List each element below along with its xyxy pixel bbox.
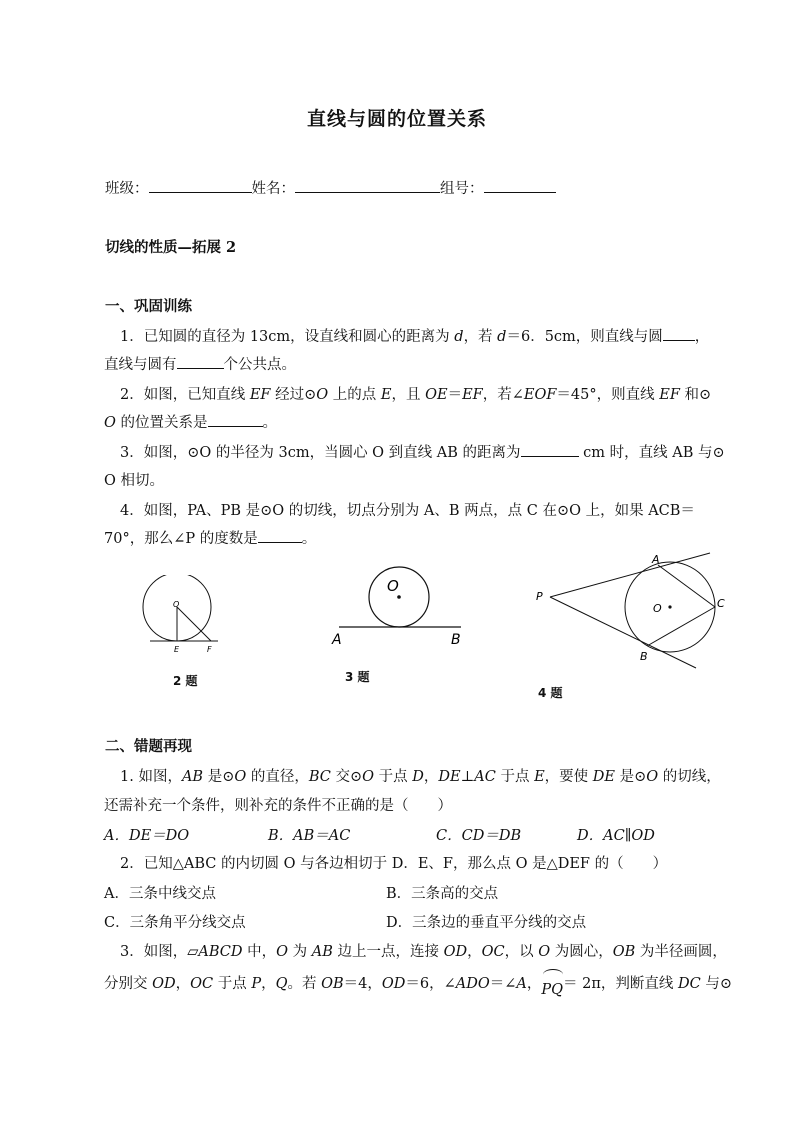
s1-q2-text: ＝45°，则直线 — [556, 387, 660, 403]
s2-q3-text: 为圆心， — [550, 944, 613, 960]
group-label: 组号： — [440, 181, 484, 197]
answer-blank[interactable] — [521, 442, 579, 457]
s1-q3-line2: O 相切。 — [104, 473, 164, 489]
s2-q2-option-c[interactable]: C．三条角平分线交点 — [104, 915, 246, 931]
var-oc: OC — [481, 944, 505, 960]
var-od: OD — [152, 976, 176, 992]
s1-q2-text: ，且 — [391, 387, 426, 403]
var-d: D — [412, 769, 424, 785]
var-ac: AC — [474, 769, 496, 785]
s2-q3-text: 与⊙ — [700, 976, 733, 992]
s1-q2-text: 2．如图，已知直线 — [120, 387, 250, 403]
s2-q1-text: 的直径， — [246, 769, 309, 785]
var-o: O — [316, 387, 329, 403]
figure-2 — [140, 575, 230, 685]
s2-q1-text: 于点 — [374, 769, 413, 785]
figure-3-caption: 3 题 — [345, 670, 370, 684]
class-field[interactable] — [149, 178, 252, 193]
s1-q2-text: 和⊙ — [679, 387, 712, 403]
label-o: O — [173, 600, 180, 609]
s2-q1-line2: 还需补充一个条件，则补充的条件不正确的是（ ） — [104, 798, 452, 814]
var-eof: EOF — [523, 387, 557, 403]
s2-q1-line1 — [120, 765, 721, 786]
s2-q1-text: 于点 — [495, 769, 535, 785]
var-ab: AB — [311, 944, 333, 960]
var-ob: OB — [612, 944, 636, 960]
s2-q3-text: 3．如图，▱ — [120, 944, 199, 960]
var-o: O — [104, 415, 116, 431]
s2-q3-line1 — [120, 940, 727, 961]
s2-q2-option-b[interactable]: B．三条高的交点 — [386, 886, 499, 902]
s2-q1-option-a[interactable]: A．DE＝DO — [104, 828, 190, 844]
label-c: C — [717, 597, 725, 610]
arc-pq — [541, 976, 564, 998]
var-ef: EF — [462, 387, 483, 403]
s1-q2-end: 。 — [262, 415, 277, 431]
var-dc: DC — [678, 976, 701, 992]
s1-q1-text-e: ， — [694, 329, 710, 345]
s1-q1-line2a: 直线与圆有 — [104, 357, 177, 373]
arc-symbol — [543, 969, 563, 980]
s2-q1-option-d[interactable]: D．AC∥OD — [577, 828, 655, 844]
s1-q1-text: 1．已知圆的直径为 13cm，设直线和圆心的距离为 — [120, 329, 455, 345]
s1-q1-line2 — [104, 353, 296, 374]
name-field[interactable] — [295, 178, 440, 193]
student-info-line — [105, 177, 556, 198]
figure-2-caption: 2 题 — [173, 674, 198, 688]
s2-q1-text: 1. 如图， — [120, 769, 182, 785]
group-field[interactable] — [484, 178, 556, 193]
answer-blank[interactable] — [177, 354, 224, 369]
var-od: OD — [443, 944, 468, 960]
var-bc: BC — [308, 769, 331, 785]
s1-q2-line1 — [120, 383, 711, 404]
answer-blank[interactable] — [258, 528, 302, 543]
s2-q1-text: ，要使 — [544, 769, 593, 785]
s2-q2-line1: 2．已知△ABC 的内切圆 O 与各边相切于 D．E、F，那么点 O 是△DEF 的（ ） — [120, 856, 668, 872]
center-dot — [397, 595, 401, 599]
section2-heading: 二、错题再现 — [105, 738, 192, 755]
var-de: DE — [438, 769, 461, 785]
var-a: A — [516, 976, 527, 992]
label-b: B — [640, 650, 648, 663]
section1-heading: 一、巩固训练 — [105, 298, 192, 315]
var-de: DE — [592, 769, 615, 785]
var-ef: EF — [249, 387, 271, 403]
s1-q1-text-b: ，若 — [463, 329, 498, 345]
section-subtitle: 切线的性质—拓展 2 — [105, 239, 237, 256]
s2-q3-text: ， — [526, 976, 542, 992]
var-abcd: ABCD — [198, 944, 243, 960]
s2-q3-text: ＝4， — [343, 976, 382, 992]
var-ef: EF — [659, 387, 680, 403]
s2-q1-text: 是⊙ — [203, 769, 235, 785]
var-e: E — [380, 387, 392, 403]
label-o: O — [387, 577, 399, 595]
var-d: d — [454, 329, 464, 345]
s2-q3-line2 — [104, 972, 733, 998]
s1-q4-line1: 4．如图，PA、PB 是⊙O 的切线，切点分别为 A、B 两点，点 C 在⊙O 上，如果 ACB＝ — [120, 503, 695, 519]
var-q: Q — [275, 976, 288, 992]
s1-q4-line2a: 70°，那么∠P 的度数是 — [104, 531, 258, 547]
var-o: O — [646, 769, 659, 785]
s2-q3-text: ＝∠ — [489, 976, 517, 992]
s1-q1-line2b: 个公共点。 — [223, 357, 296, 373]
s1-q4-line2 — [104, 527, 316, 548]
s1-q3-text: 3．如图，⊙O 的半径为 3cm，当圆心 O 到直线 AB 的距离为 — [120, 445, 521, 461]
s2-q3-text: ，以 — [504, 944, 539, 960]
s2-q3-text: 。若 — [287, 976, 322, 992]
label-a: A — [652, 553, 660, 566]
figure-4 — [530, 548, 730, 673]
s2-q3-text: ， — [175, 976, 191, 992]
s1-q2-line2: 的位置关系是 — [115, 415, 208, 431]
var-od: OD — [381, 976, 406, 992]
s2-q1-text: 交⊙ — [330, 769, 363, 785]
s2-q3-text: 为 — [288, 944, 312, 960]
s2-q3-text: ＝ 2π，判断直线 — [563, 976, 679, 992]
s1-q2-text: 上的点 — [328, 387, 381, 403]
var-e: E — [534, 769, 545, 785]
var-d: d — [497, 329, 507, 345]
s1-q2-text: ，若∠ — [482, 387, 524, 403]
s2-q1-text: 是⊙ — [614, 769, 647, 785]
s1-q3-text-b: cm 时，直线 AB 与⊙ — [578, 445, 725, 461]
s2-q2-option-d[interactable]: D．三条边的垂直平分线的交点 — [386, 915, 587, 931]
s2-q1-option-b[interactable]: B．AB＝AC — [268, 828, 351, 844]
var-pq: PQ — [541, 982, 564, 998]
s1-q1-line1 — [120, 325, 709, 346]
answer-blank[interactable] — [208, 412, 263, 427]
s2-q1-text: ， — [423, 769, 439, 785]
var-o: O — [234, 769, 247, 785]
s2-q3-text: 分别交 — [104, 976, 153, 992]
var-o: O — [538, 944, 551, 960]
s2-q1-option-c[interactable]: C．CD＝DB — [436, 828, 522, 844]
answer-blank[interactable] — [663, 326, 695, 341]
s1-q2-text: ＝ — [447, 387, 463, 403]
tangent-pb — [550, 597, 696, 668]
s1-q3-line1 — [120, 441, 725, 462]
var-oe: OE — [425, 387, 448, 403]
figure-4-caption: 4 题 — [538, 686, 563, 700]
label-e: E — [174, 645, 180, 654]
var-ado: ADO — [455, 976, 490, 992]
s2-q3-text: ， — [467, 944, 482, 960]
s1-q2-line2 — [104, 411, 277, 432]
s2-q1-text: 的切线， — [658, 769, 721, 785]
var-o: O — [276, 944, 289, 960]
s2-q3-text: 边上一点，连接 — [332, 944, 444, 960]
s2-q3-text: ＝6，∠ — [405, 976, 456, 992]
s2-q3-text: 于点 — [213, 976, 252, 992]
var-o: O — [362, 769, 375, 785]
s2-q1-text: ⊥ — [460, 769, 475, 785]
var-p: P — [251, 976, 262, 992]
page-title: 直线与圆的位置关系 — [306, 108, 487, 130]
s1-q2-text: 经过⊙ — [270, 387, 317, 403]
label-a: A — [332, 632, 342, 648]
var-ab: AB — [181, 769, 204, 785]
center-dot — [668, 605, 671, 608]
s2-q2-option-a[interactable]: A．三条中线交点 — [104, 886, 216, 902]
s2-q3-text: 为半径画圆， — [635, 944, 727, 960]
var-oc: OC — [190, 976, 214, 992]
s2-q3-text: ， — [261, 976, 276, 992]
label-f: F — [207, 645, 212, 654]
label-p: P — [536, 590, 543, 603]
figure-3 — [325, 560, 470, 655]
s2-q3-text: 中， — [242, 944, 277, 960]
name-label: 姓名： — [251, 181, 295, 197]
s1-q1-text-c: ＝6．5cm，则直线与圆 — [506, 329, 663, 345]
tangent-pa — [550, 553, 710, 597]
label-o: O — [653, 602, 662, 615]
s1-q4-line2b: 。 — [301, 531, 317, 547]
var-ob: OB — [321, 976, 344, 992]
chord-ac — [658, 565, 715, 607]
class-label: 班级： — [105, 181, 149, 197]
label-b: B — [451, 632, 461, 648]
